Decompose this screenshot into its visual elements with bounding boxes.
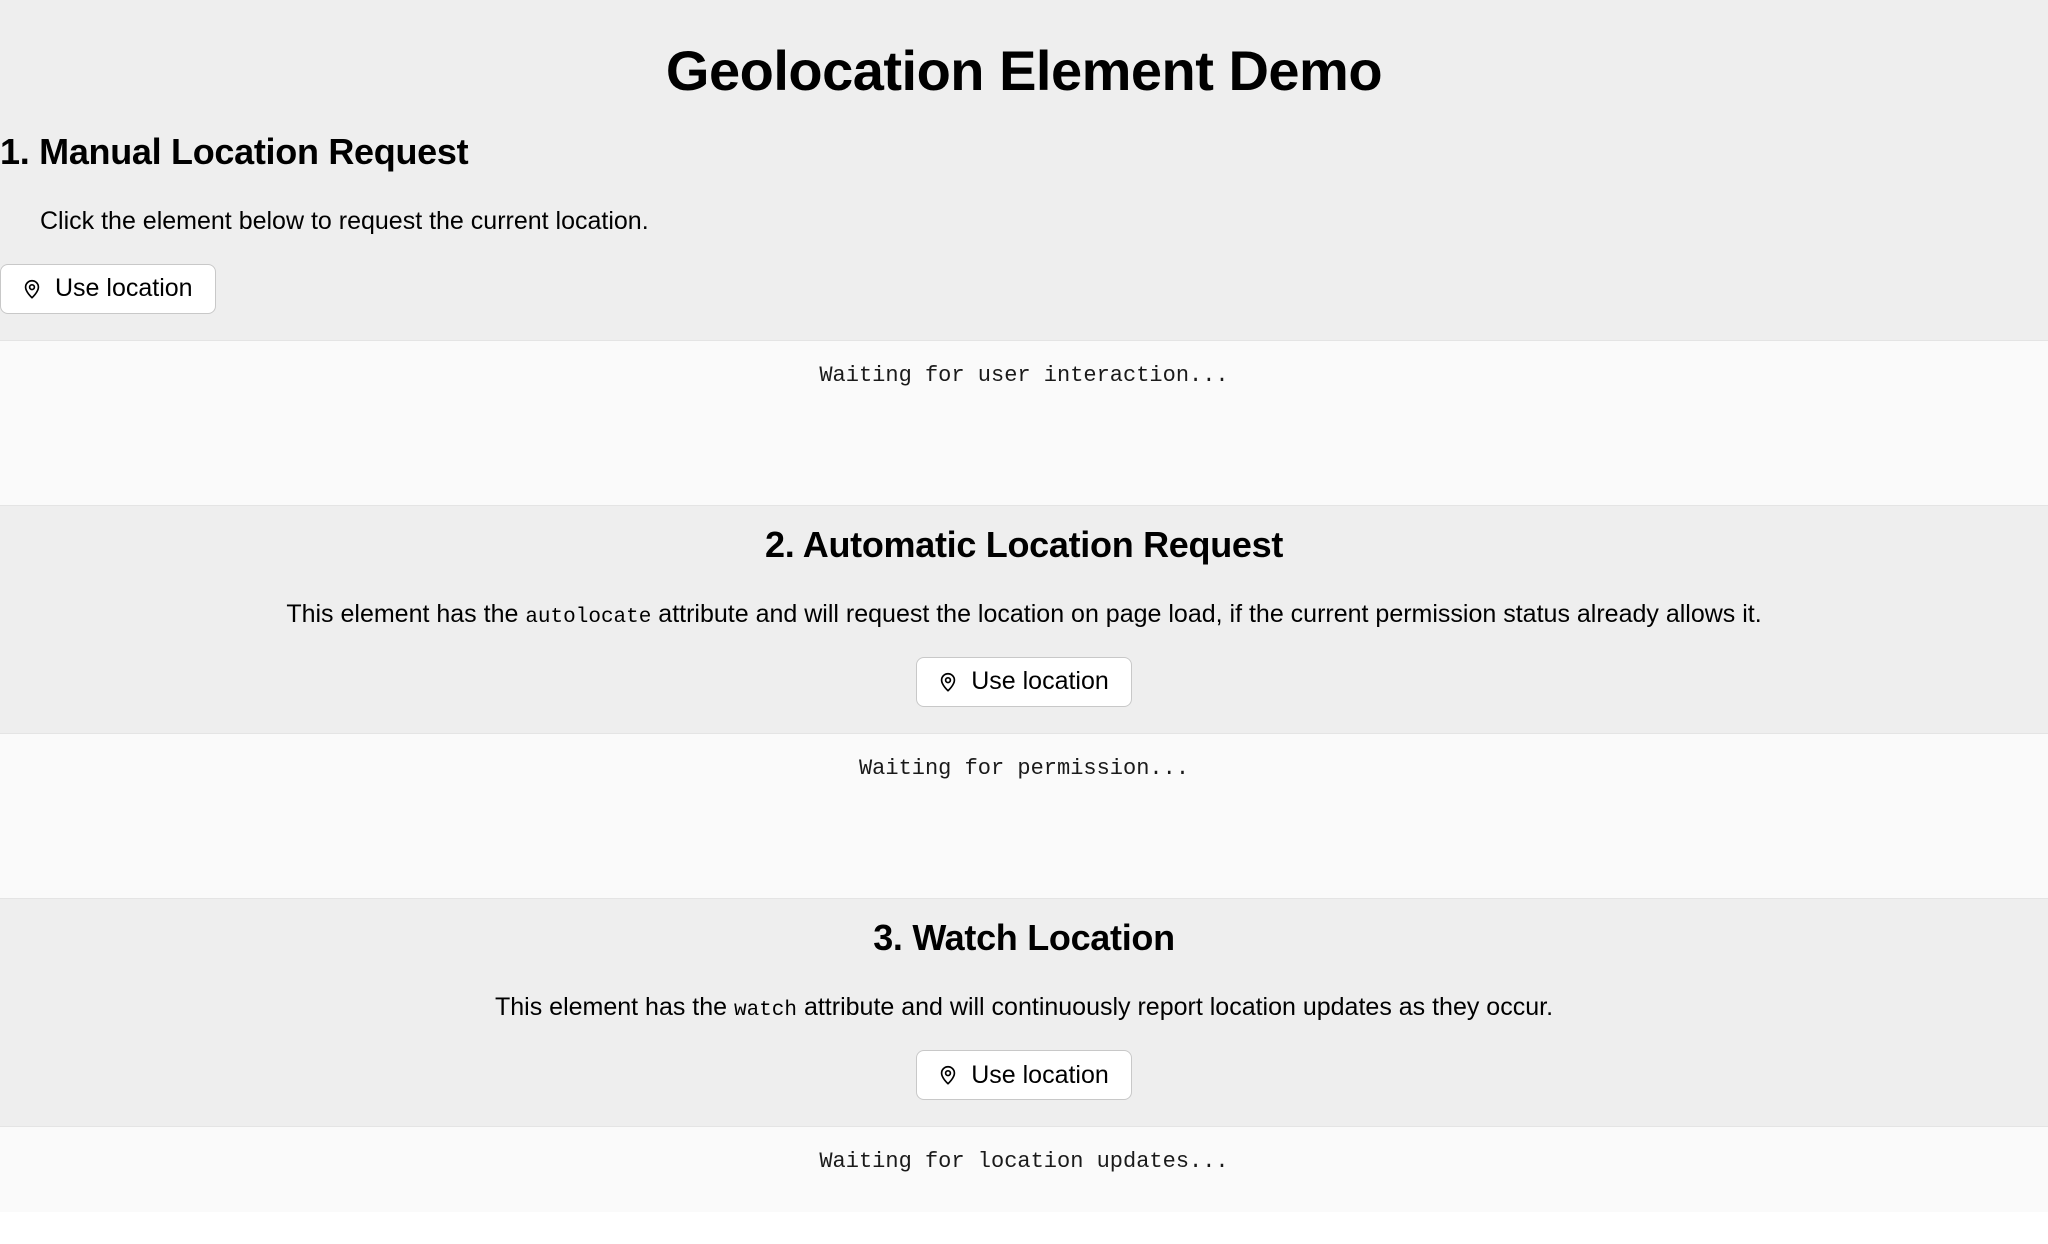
section-automatic-description-post: attribute and will request the location on page load, if the current permission status already allows it. — [651, 599, 1762, 628]
section-watch-description-pre: This element has the — [494, 992, 734, 1021]
section-automatic — [0, 506, 2048, 733]
use-location-button-watch[interactable] — [916, 1050, 1132, 1100]
use-location-button-manual-label: Use location — [55, 274, 193, 302]
section-watch-heading: 3. Watch Location — [873, 916, 1175, 958]
section-automatic-description — [0, 566, 2048, 657]
use-location-button-manual[interactable] — [0, 264, 216, 314]
section-manual — [0, 113, 2048, 314]
output-manual-text: Waiting for user interaction... — [819, 362, 1229, 388]
section-automatic-heading: 2. Automatic Location Request — [764, 523, 1284, 565]
output-watch-text: Waiting for location updates... — [819, 1149, 1229, 1175]
output-manual — [0, 340, 2048, 506]
section-manual-heading: 1. Manual Location Request — [0, 131, 469, 172]
output-automatic — [0, 733, 2048, 899]
use-location-button-automatic[interactable] — [916, 657, 1132, 707]
section-watch-description — [0, 959, 2048, 1050]
section-automatic-description-code: autolocate — [525, 605, 652, 629]
use-location-button-automatic-label: Use location — [971, 667, 1109, 696]
map-pin-icon — [19, 276, 45, 302]
section-watch-description-code: watch — [734, 998, 798, 1022]
section-manual-description — [0, 173, 2048, 264]
section-watch-description-post: attribute and will continuously report location updates as they occur. — [797, 992, 1554, 1021]
page-header — [0, 0, 2048, 340]
page-title: Geolocation Element Demo — [665, 39, 1383, 102]
use-location-button-watch-label: Use location — [971, 1060, 1109, 1089]
map-pin-icon — [935, 669, 961, 695]
output-watch — [0, 1126, 2048, 1212]
output-automatic-text: Waiting for permission... — [858, 755, 1190, 781]
section-automatic-description-pre: This element has the — [286, 599, 526, 628]
section-watch — [0, 899, 2048, 1126]
section-manual-description-text: Click the element below to request the current location. — [40, 207, 649, 235]
map-pin-icon — [935, 1062, 961, 1088]
